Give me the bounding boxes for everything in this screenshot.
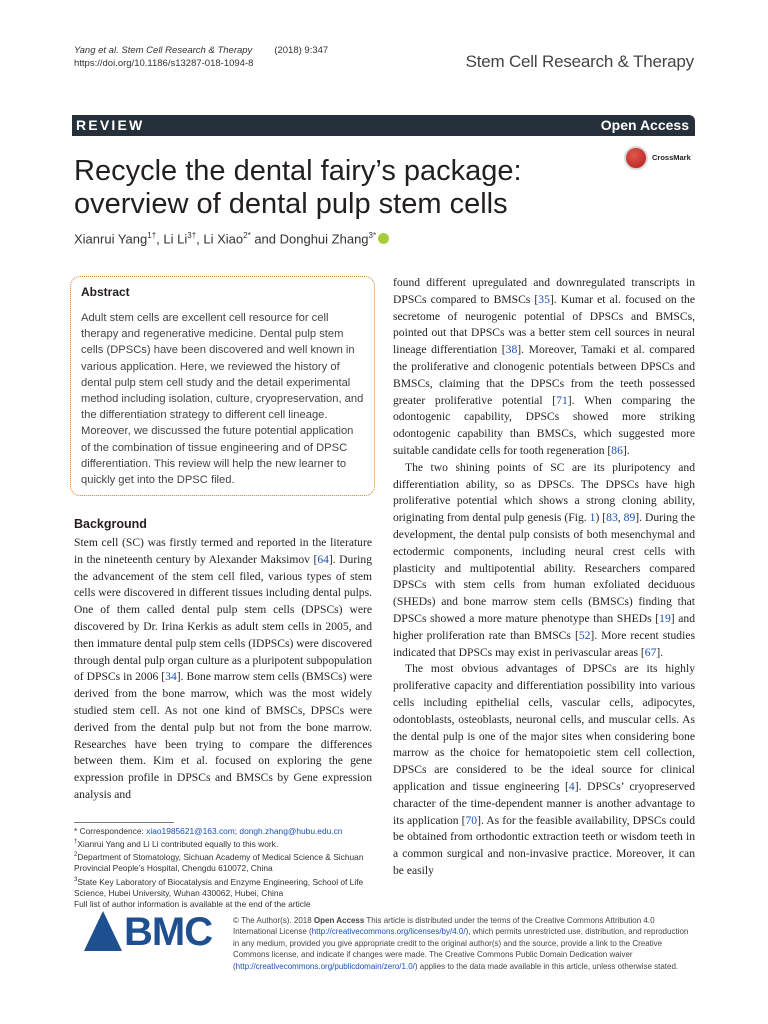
- body-text: ]. During the development, the dental pulp consists of both mesenchymal and ectodermic components, including neural crest cells with plasticity and multipotential ability. Researchers compared DPSCs with stem cells from human exfoliated deciduous (SHEDs) and bone marrow stem cells (BMSCs) finding that DPSCs showed a more mature phenotype than SHEDs [: [393, 511, 695, 625]
- body-text: ]. When comparing the odontogenic capability, DPSCs showed more striking odontogenic capability than BMSCs, which suggested more suitable candidate cells for tooth regeneration [: [393, 393, 695, 457]
- footnote-marker: †: [74, 839, 78, 846]
- figure-link[interactable]: 1: [589, 511, 596, 525]
- footnote-marker: 3: [74, 876, 78, 883]
- citation-header: [74, 44, 328, 70]
- citation-link[interactable]: 52: [578, 628, 591, 642]
- body-text: found different upregulated and downregulated transcripts in DPSCs compared to BMSCs [: [393, 276, 695, 306]
- crossmark-icon: [624, 146, 648, 170]
- author-affiliation: 3†: [187, 231, 197, 240]
- body-paragraph: [393, 460, 695, 662]
- license-text: This article is distributed under the terms of the Creative Commons Attribution 4.0 International License (: [233, 916, 655, 937]
- open-access-label: Open Access: [600, 117, 689, 133]
- citation-link[interactable]: 71: [556, 393, 568, 407]
- citation-link[interactable]: 19: [659, 611, 671, 625]
- citation-link[interactable]: 70: [465, 813, 478, 827]
- license-text: ), which permits unrestricted use, distribution, and reproduction in any medium, provided you give appropriate credit to the original author(s) and the source, provide a link to the Creative Commons license, and indicate if changes were made. The Creative Commons Public Domain Dedication waiver (: [233, 927, 689, 971]
- citation-link[interactable]: 67: [644, 645, 657, 659]
- author-list: [74, 231, 389, 246]
- body-text: ]. During the advancement of the stem cell filed, various types of stem cells were discovered in different tissues including dental pulps. One of them called dental pulp stem cells (DPSCs) were discovered by Dr. Irina Kerkis as adult stem cells in 2005, and then immature dental pulp stem cells (IDPSCs) were discovered through dental pulp organ culture as a pluripotent subpopulation of DPSCs in 2006 [: [74, 552, 372, 684]
- abstract-text: Adult stem cells are excellent cell resource for cell therapy and regenerative medicine. Dental pulp stem cells (DPSCs) have been discovered and well known in various application. Here, we reviewed the history of dental pulp stem cell study and the detail experimental method including isolation, culture, cryopreservation, and the differentiation strategy to different cell lineage. Moreover, we discussed the future potential application of the combination of tissue engineering and of DPSC differentiation. This review will help the new learner to quickly get into the DPSC filed.: [81, 312, 364, 487]
- background-paragraph: [74, 535, 372, 804]
- article-type-banner: [72, 115, 695, 136]
- affiliation-3: State Key Laboratory of Biocatalysis and Enzyme Engineering, School of Life Science, Hubei University, Wuhan 430062, Hubei, China: [74, 876, 364, 898]
- right-column: [393, 275, 695, 880]
- copyright-text: © The Author(s). 2018: [233, 916, 314, 925]
- bmc-logo-text: BMC: [124, 910, 213, 954]
- body-text: ]. As for the feasible availability, DPSCs could be obtained from orthodontic extraction teeth or wisdom teeth in a common surgical and non-invasive practice. Moreover, it can be easily: [393, 813, 695, 877]
- author-name: Donghui Zhang: [279, 231, 369, 247]
- citation-authors: Yang et al.: [74, 45, 119, 56]
- body-text: ]. Moreover, Tamaki et al. compared the proliferative and clonogenic potentials between DPSCs and BMSCs, claiming that the DPSCs from the teeth possessed greater proliferative potential [: [393, 343, 695, 407]
- citation-link[interactable]: 38: [505, 343, 518, 357]
- author-affiliation: 3*: [368, 231, 377, 240]
- full-author-info-note: Full list of author information is available at the end of the article: [74, 899, 311, 910]
- body-text: The most obvious advantages of DPSCs are its highly proliferative capacity and differentiation possibility into various cells including epithelial cells, vascular cells, adipocytes, odontoblasts, osteoblasts, neuronal cells, and muscular cells. As the dental pulp is one of the major sites when considering bone marrow as the choice for hematopoietic stem cell collection, DPSCs are considered to be the ideal source for clinical application and tissue engineering [: [393, 662, 695, 793]
- author-separator: ,: [196, 231, 204, 247]
- body-paragraph: [393, 661, 695, 879]
- body-text: ]. Bone marrow stem cells (BMSCs) were derived from the bone marrow, which was the most widely studied stem cell. As not one kind of BMSCs, DPSCs were derived from the dental pulp but not from the bone marrow. Researches have been trying to compare the differences between them. Kim et al. focused on exploring the gene expression profile in DPSCs and BMSCs by Gene expression analysis and: [74, 670, 372, 801]
- background-section: [74, 517, 372, 804]
- abstract-box: [70, 276, 375, 496]
- body-text: ,: [617, 511, 624, 525]
- body-text: ]. Kumar et al. focused on the secretome of neurogenic potential of DPSCs and BMSCs, pointed out that DPSCs was a better stem cell sources in neural lineage differentiation [: [393, 292, 695, 357]
- citation-link[interactable]: 86: [611, 443, 623, 457]
- body-text: ].: [656, 645, 664, 659]
- footnotes: [74, 826, 374, 910]
- body-text: ]. DPSCs’ cryopreserved character of the time-dependent manner is another advantage to its application [: [393, 779, 695, 827]
- journal-name: Stem Cell Research & Therapy: [465, 52, 694, 71]
- footnote-marker: 2: [74, 852, 78, 859]
- author-separator: ,: [156, 231, 164, 247]
- bmc-triangle-icon: [84, 911, 122, 951]
- author-affiliation: 1†: [147, 231, 157, 240]
- affiliation-2: Department of Stomatology, Sichuan Academy of Medical Science & Sichuan Provincial People’s Hospital, Chengdu 610072, China: [74, 852, 364, 874]
- author-affiliation: 2*: [243, 231, 251, 240]
- citation-year: (2018) 9:347: [274, 45, 329, 56]
- crossmark-button[interactable]: [624, 145, 704, 175]
- citation-link[interactable]: 89: [623, 511, 636, 525]
- article-title: Recycle the dental fairy’s package: overview of dental pulp stem cells: [74, 155, 522, 220]
- license-text: ) applies to the data made available in this article, unless otherwise stated.: [414, 961, 679, 971]
- body-text: ].: [622, 443, 630, 457]
- correspondence-emails[interactable]: xiao1985621@163.com; dongh.zhang@hubu.edu.cn: [146, 826, 343, 836]
- body-text: The two shining points of SC are its pluripotency and differentiation ability, so as DPSCs. The DPSCs have high proliferative potential which shows a strong cloning ability, originating from dental pulp genesis (Fig.: [393, 460, 695, 525]
- doi-link[interactable]: https://doi.org/10.1186/s13287-018-1094-8: [74, 58, 254, 69]
- equal-contribution-note: Xianrui Yang and Li Li contributed equally to this work.: [77, 839, 279, 850]
- bmc-logo: [84, 910, 213, 961]
- body-text: ] and higher proliferation rate than BMSCs [: [393, 611, 695, 642]
- body-text: ]. More recent studies indicated that DPSCs may exist in perivascular areas [: [393, 628, 695, 659]
- citation-link[interactable]: 4: [568, 779, 575, 793]
- article-type-label: REVIEW: [76, 117, 145, 133]
- footnote-divider: [74, 822, 174, 823]
- citation-link[interactable]: 64: [317, 552, 329, 566]
- cc-by-link[interactable]: http://creativecommons.org/licenses/by/4.0/: [311, 927, 466, 937]
- citation-link[interactable]: 35: [538, 292, 550, 306]
- correspondence-label: * Correspondence:: [74, 826, 147, 836]
- author-name: Xianrui Yang: [74, 231, 148, 247]
- body-paragraph: [393, 275, 695, 460]
- citation-journal: Stem Cell Research & Therapy: [118, 45, 253, 56]
- citation-link[interactable]: 83: [606, 511, 618, 525]
- open-access-bold: Open Access: [313, 916, 365, 925]
- license-statement: [233, 915, 693, 972]
- orcid-icon[interactable]: [378, 233, 389, 244]
- author-name: Li Li: [163, 231, 188, 247]
- author-separator: and: [250, 231, 280, 247]
- cc-zero-link[interactable]: http://creativecommons.org/publicdomain/zero/1.0/: [235, 961, 415, 971]
- background-heading: Background: [74, 517, 147, 531]
- body-text: Stem cell (SC) was firstly termed and reported in the literature in the nineteenth century by Alexander Maksimov [: [74, 536, 372, 566]
- abstract-heading: Abstract: [81, 285, 130, 299]
- crossmark-label: CrossMark: [652, 153, 691, 162]
- citation-link[interactable]: 34: [165, 670, 177, 684]
- body-text: ) [: [595, 511, 607, 525]
- author-name: Li Xiao: [203, 231, 244, 247]
